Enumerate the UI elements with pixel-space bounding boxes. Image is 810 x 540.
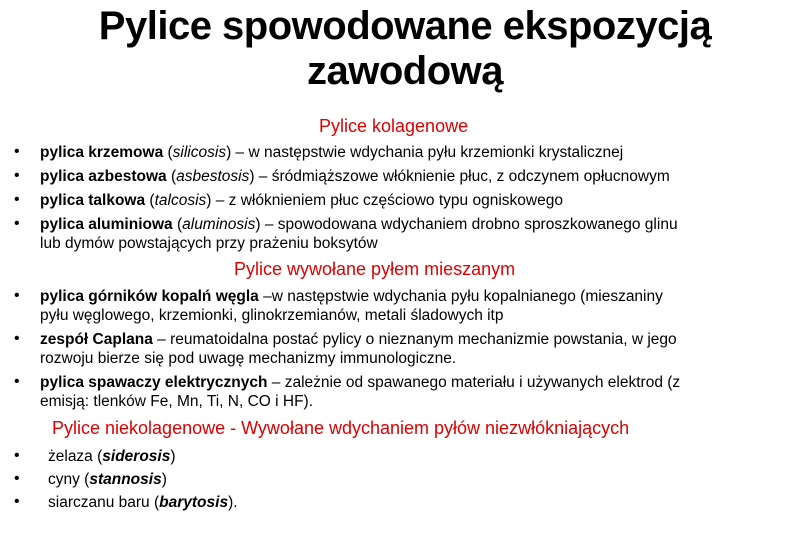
- section-heading-mieszany: Pylice wywołane pyłem mieszanym: [234, 259, 516, 279]
- bullet: •: [14, 143, 20, 160]
- list-item: pylica spawaczy elektrycznych – zależnie od spawanego materiału i używanych elektrod (z emisją: tlenków Fe, Mn, Ti, N, CO i HF).: [40, 374, 681, 410]
- bullet: •: [14, 330, 20, 347]
- title-line-1: Pylice spowodowane ekspozycją: [98, 4, 712, 48]
- bullet: •: [14, 215, 20, 232]
- title-line-2: zawodową: [306, 49, 504, 93]
- bullet: •: [14, 167, 20, 184]
- list-item: pylica azbestowa (asbestosis) – śródmiąższowe włóknienie płuc, z odczynem opłucnowym: [40, 168, 670, 185]
- list-item: zespół Caplana – reumatoidalna postać pylicy o nieznanym mechanizmie powstania, w jego rozwoju bierze się pod uwagę mechanizmy immunologiczne.: [40, 331, 677, 367]
- bullet: •: [14, 373, 20, 390]
- list-item: pylica górników kopalń węgla –w następstwie wdychania pyłu kopalnianego (mieszaniny pyłu węglowego, krzemionki, glinokrzemianów, metali śladowych itp: [40, 288, 663, 324]
- section-heading-kolagenowe: Pylice kolagenowe: [319, 116, 469, 136]
- list-item: pylica aluminiowa (aluminosis) – spowodowana wdychaniem drobno sproszkowanego glinu lub dymów powstających przy prażeniu boksytów: [40, 216, 678, 252]
- bullet: •: [14, 447, 20, 464]
- page-title: [0, 4, 810, 94]
- list-item: pylica krzemowa (silicosis) – w następstwie wdychania pyłu krzemionki krystalicznej: [40, 144, 624, 161]
- bullet: •: [14, 470, 20, 487]
- list-item: cyny (stannosis): [48, 471, 167, 488]
- section-heading-niekolagenowe: Pylice niekolagenowe - Wywołane wdychaniem pyłów niezwłókniających: [52, 418, 630, 438]
- bullet: •: [14, 287, 20, 304]
- list-item: żelaza (siderosis): [48, 448, 176, 465]
- list-item: pylica talkowa (talcosis) – z włóknieniem płuc częściowo typu ogniskowego: [40, 192, 563, 209]
- list-item: siarczanu baru (barytosis).: [48, 494, 238, 511]
- bullet: •: [14, 493, 20, 510]
- bullet: •: [14, 191, 20, 208]
